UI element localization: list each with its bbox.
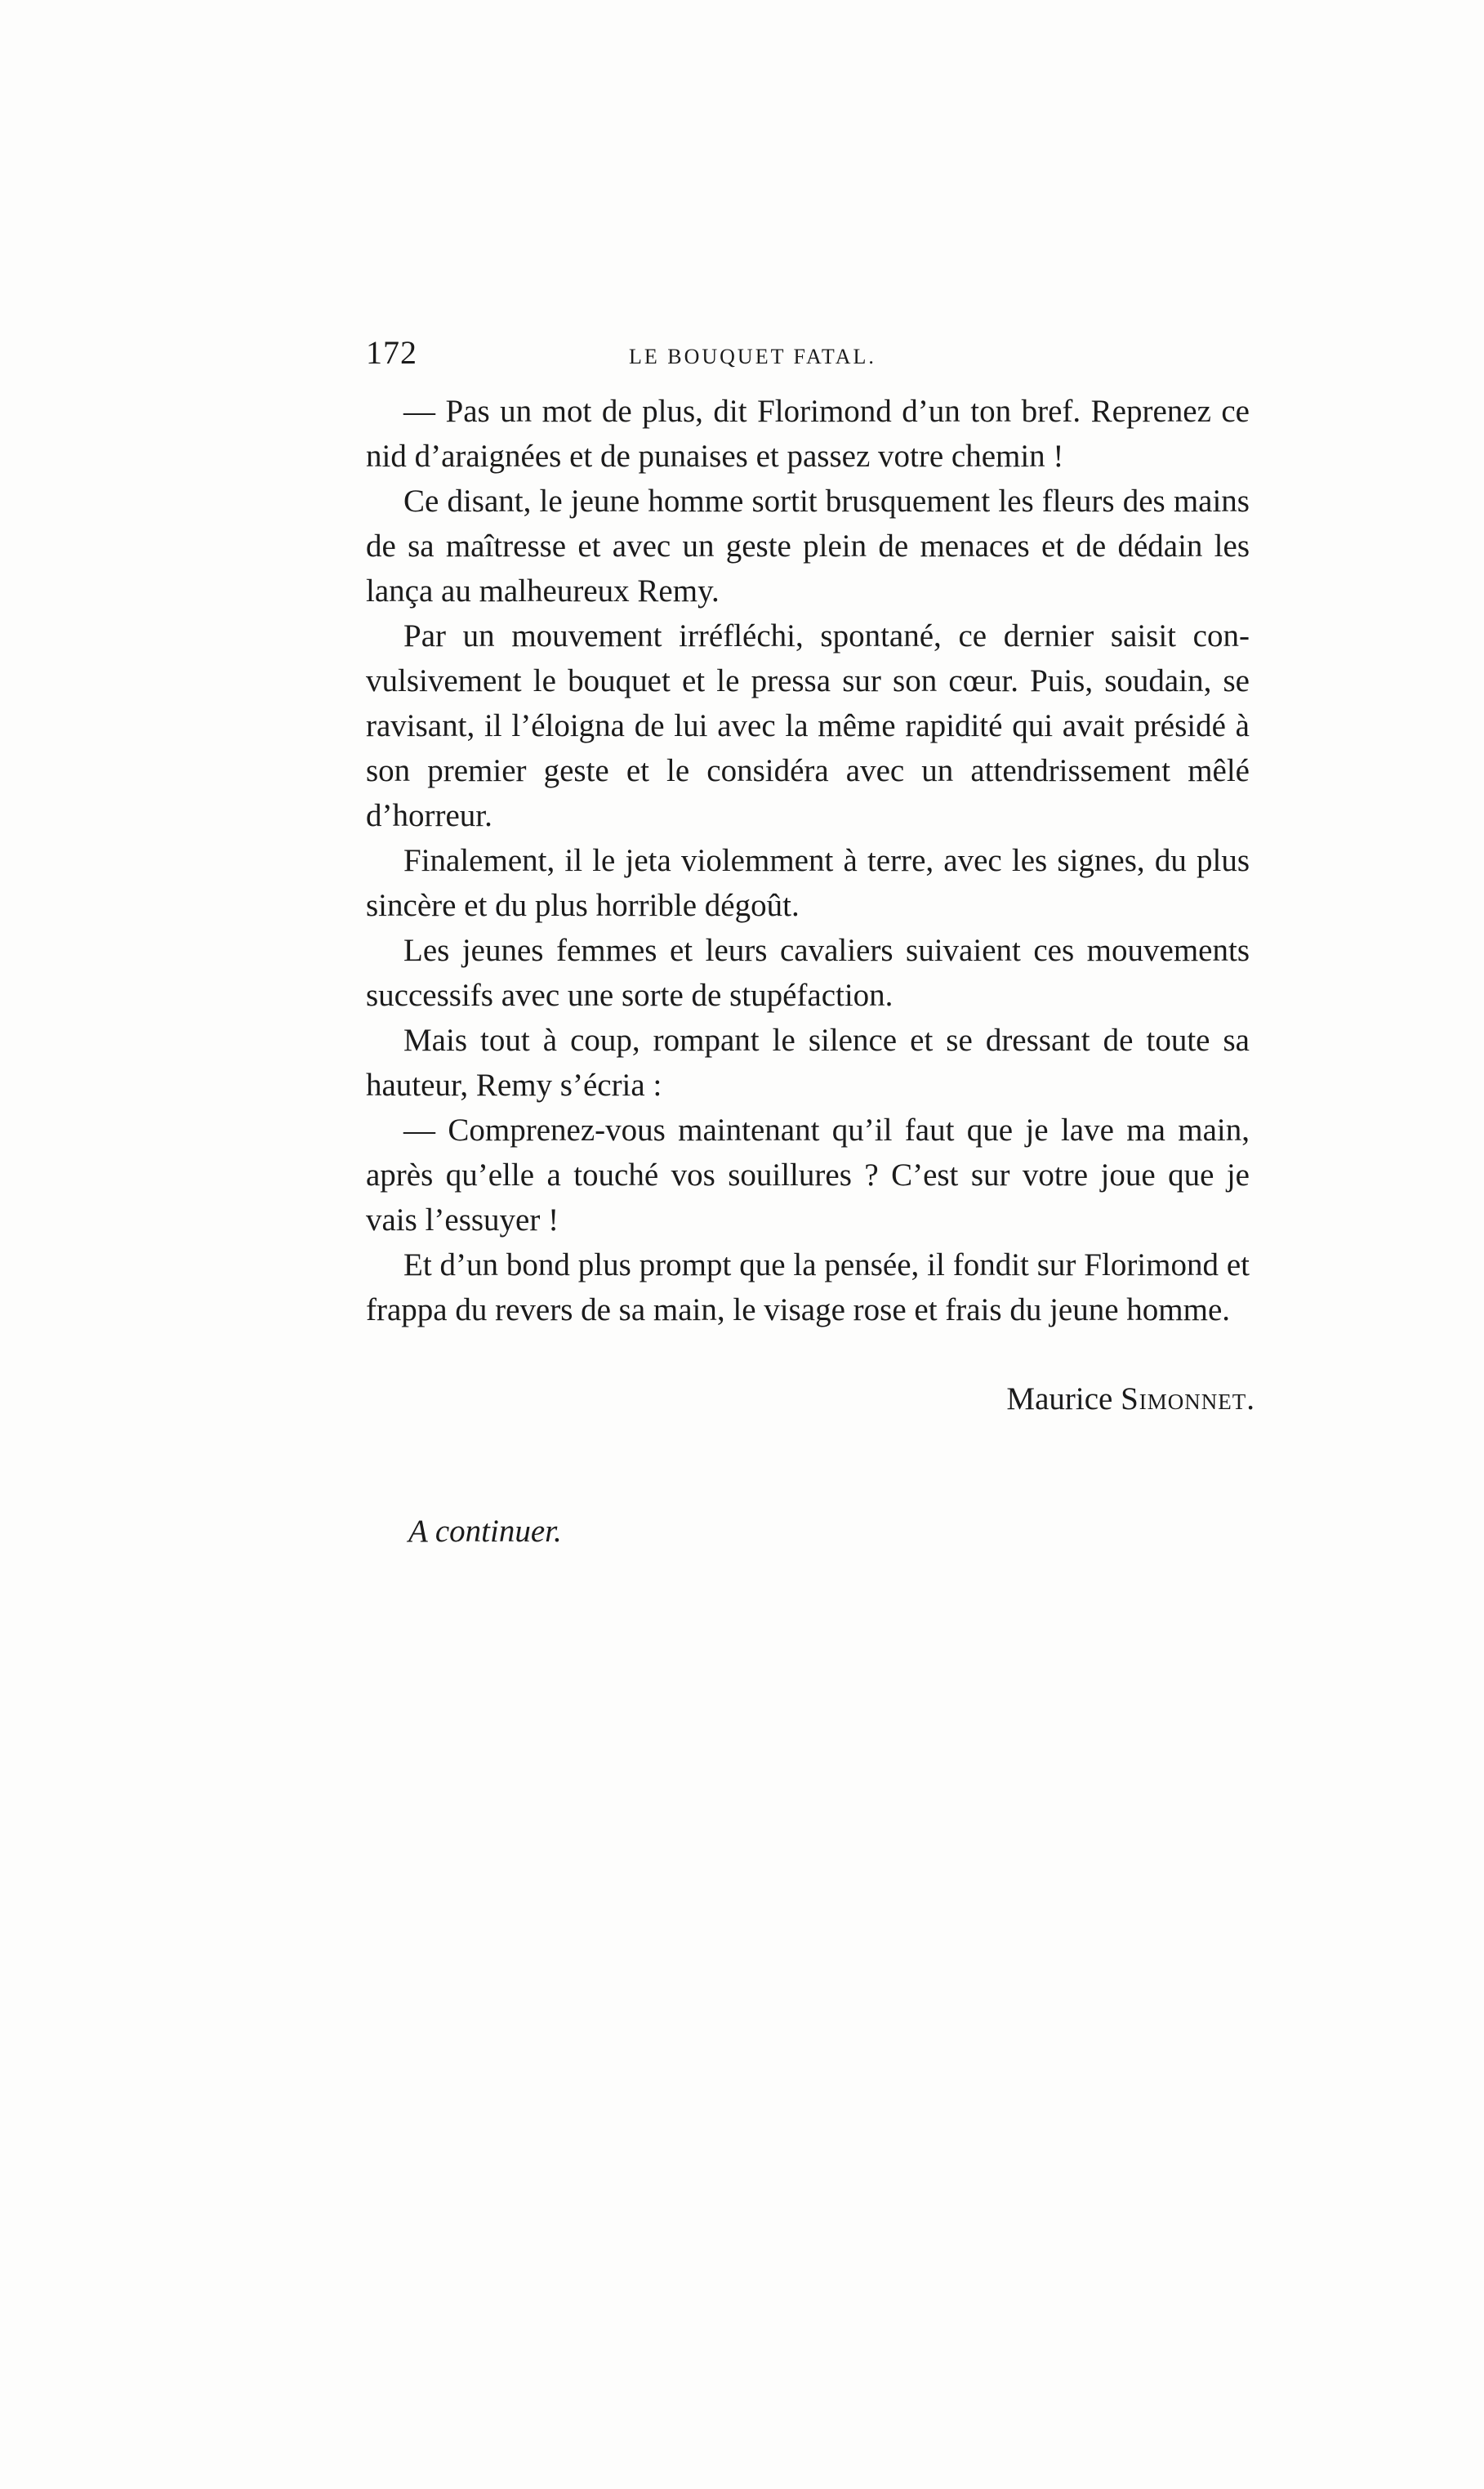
author-signature (1006, 1381, 1255, 1417)
continuation-note: A continuer. (408, 1514, 562, 1549)
author-last-name: Simonnet. (1121, 1381, 1255, 1416)
paragraph: Mais tout à coup, rompant le silence et se dressant de toute sa hauteur, Remy s’écria : (366, 1023, 1250, 1103)
paragraph: Et d’un bond plus prompt que la pensée, il fondit sur Florimond et frappa du revers de sa main, le visage rose et frais du jeune homme. (366, 1247, 1250, 1327)
paragraph: Ce disant, le jeune homme sortit brusquement les fleurs des mains de sa maîtresse et avec un geste plein de menaces et de dédain les lança au malheureux Remy. (366, 484, 1250, 609)
paragraph: Les jeunes femmes et leurs cavaliers suivaient ces mouvements successifs avec une sorte de stupéfaction. (366, 933, 1250, 1013)
paragraph: — Pas un mot de plus, dit Florimond d’un ton bref. Reprenez ce nid d’araignées et de punaises et passez votre chemin ! (366, 394, 1250, 474)
page-header (366, 333, 1256, 382)
body-text (366, 389, 1250, 1332)
author-first-name: Maurice (1006, 1381, 1113, 1416)
page-number: 172 (366, 334, 417, 371)
paragraph: — Comprenez-vous maintenant qu’il faut que je lave ma main, après qu’elle a touché vos souillures ? C’est sur votre joue que je vais l’essuyer ! (366, 1113, 1250, 1238)
paragraph: Finalement, il le jeta violemment à terre, avec les signes, du plus sincère et du plus horrible dégoût. (366, 843, 1250, 923)
running-title: LE BOUQUET FATAL. (629, 345, 876, 368)
paragraph: Par un mouvement irréfléchi, spontané, ce dernier saisit convulsivement le bouquet et le pressa sur son cœur. Puis, soudain, se ravisant, il l’éloigna de lui avec la même rapidité qui avait présidé à son premier geste et le considéra avec un attendrissement mêlé d’horreur. (366, 618, 1250, 833)
